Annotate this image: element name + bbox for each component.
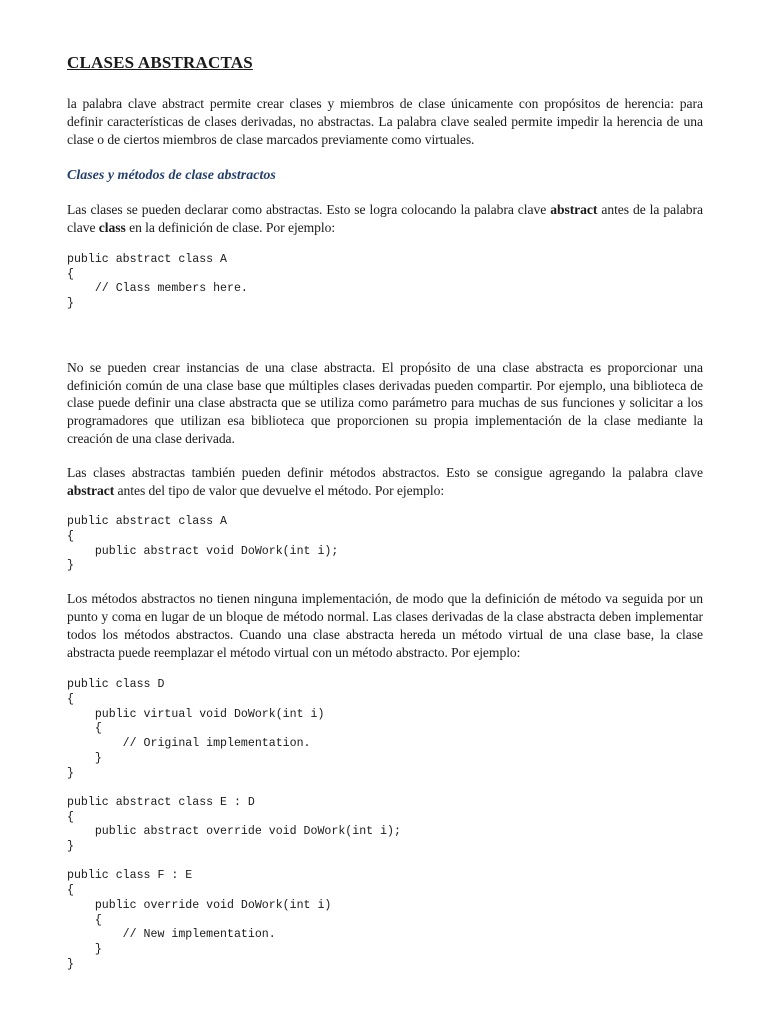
code-block-class-d: public class D { public virtual void DoWork(int i) { // Original implementation. } }	[67, 678, 325, 780]
text-run: antes de la palabra clave	[67, 202, 704, 236]
keyword-abstract: abstract	[67, 482, 115, 498]
document-content	[67, 52, 703, 972]
code-block-class-a: public abstract class A { // Class members here. }	[67, 252, 248, 311]
text-run: en la definición de clase. Por ejemplo:	[125, 220, 336, 236]
intro-paragraph: la palabra clave abstract permite crear clases y miembros de clase únicamente con propósitos de herencia: para definir características de clases derivadas, no abstractas. La palabra clave sealed permite impedir la herencia de una clase o de ciertos miembros de clase marcados previamente como virtuales.	[67, 96, 703, 147]
no-implementation-paragraph: Los métodos abstractos no tienen ninguna implementación, de modo que la definición de método va seguida por un punto y coma en lugar de un bloque de método normal. Las clases derivadas de la clase abstracta deben implementar todos los métodos abstractos. Cuando una clase abstracta hereda un método virtual de una clase base, la clase abstracta puede reemplazar el método virtual con un método abstracto. Por ejemplo:	[67, 591, 703, 660]
code-block-class-e: public abstract class E : D { public abstract override void DoWork(int i); }	[67, 795, 401, 854]
keyword-class: class	[98, 220, 126, 236]
keyword-abstract: abstract	[550, 202, 598, 218]
no-instances-paragraph: No se pueden crear instancias de una clase abstracta. El propósito de una clase abstracta es proporcionar una definición común de una clase base que múltiples clases derivadas pueden compartir. Por ejemplo, una biblioteca de clase puede definir una clase abstracta que se utiliza como parámetro para muchas de sus funciones y solicitar a los programadores que utilizan esa biblioteca que proporcionen su propia implementación de la clase mediante la creación de una clase derivada.	[67, 359, 703, 446]
text-run: antes del tipo de valor que devuelve el método. Por ejemplo:	[114, 482, 445, 498]
text-run: Las clases se pueden declarar como abstractas. Esto se logra colocando la palabra clave	[67, 202, 551, 218]
abstract-methods-paragraph	[67, 464, 703, 500]
text-run: Las clases abstractas también pueden definir métodos abstractos. Esto se consigue agregando la palabra clave	[67, 464, 703, 480]
page-title: CLASES ABSTRACTAS	[67, 53, 253, 72]
declare-abstract-paragraph	[67, 201, 703, 237]
code-block-abstract-method: public abstract class A { public abstract void DoWork(int i); }	[67, 515, 339, 573]
section-heading: Clases y métodos de clase abstractos	[67, 168, 276, 184]
code-block-class-f: public class F : E { public override void DoWork(int i) { // New implementation. } }	[67, 869, 332, 971]
